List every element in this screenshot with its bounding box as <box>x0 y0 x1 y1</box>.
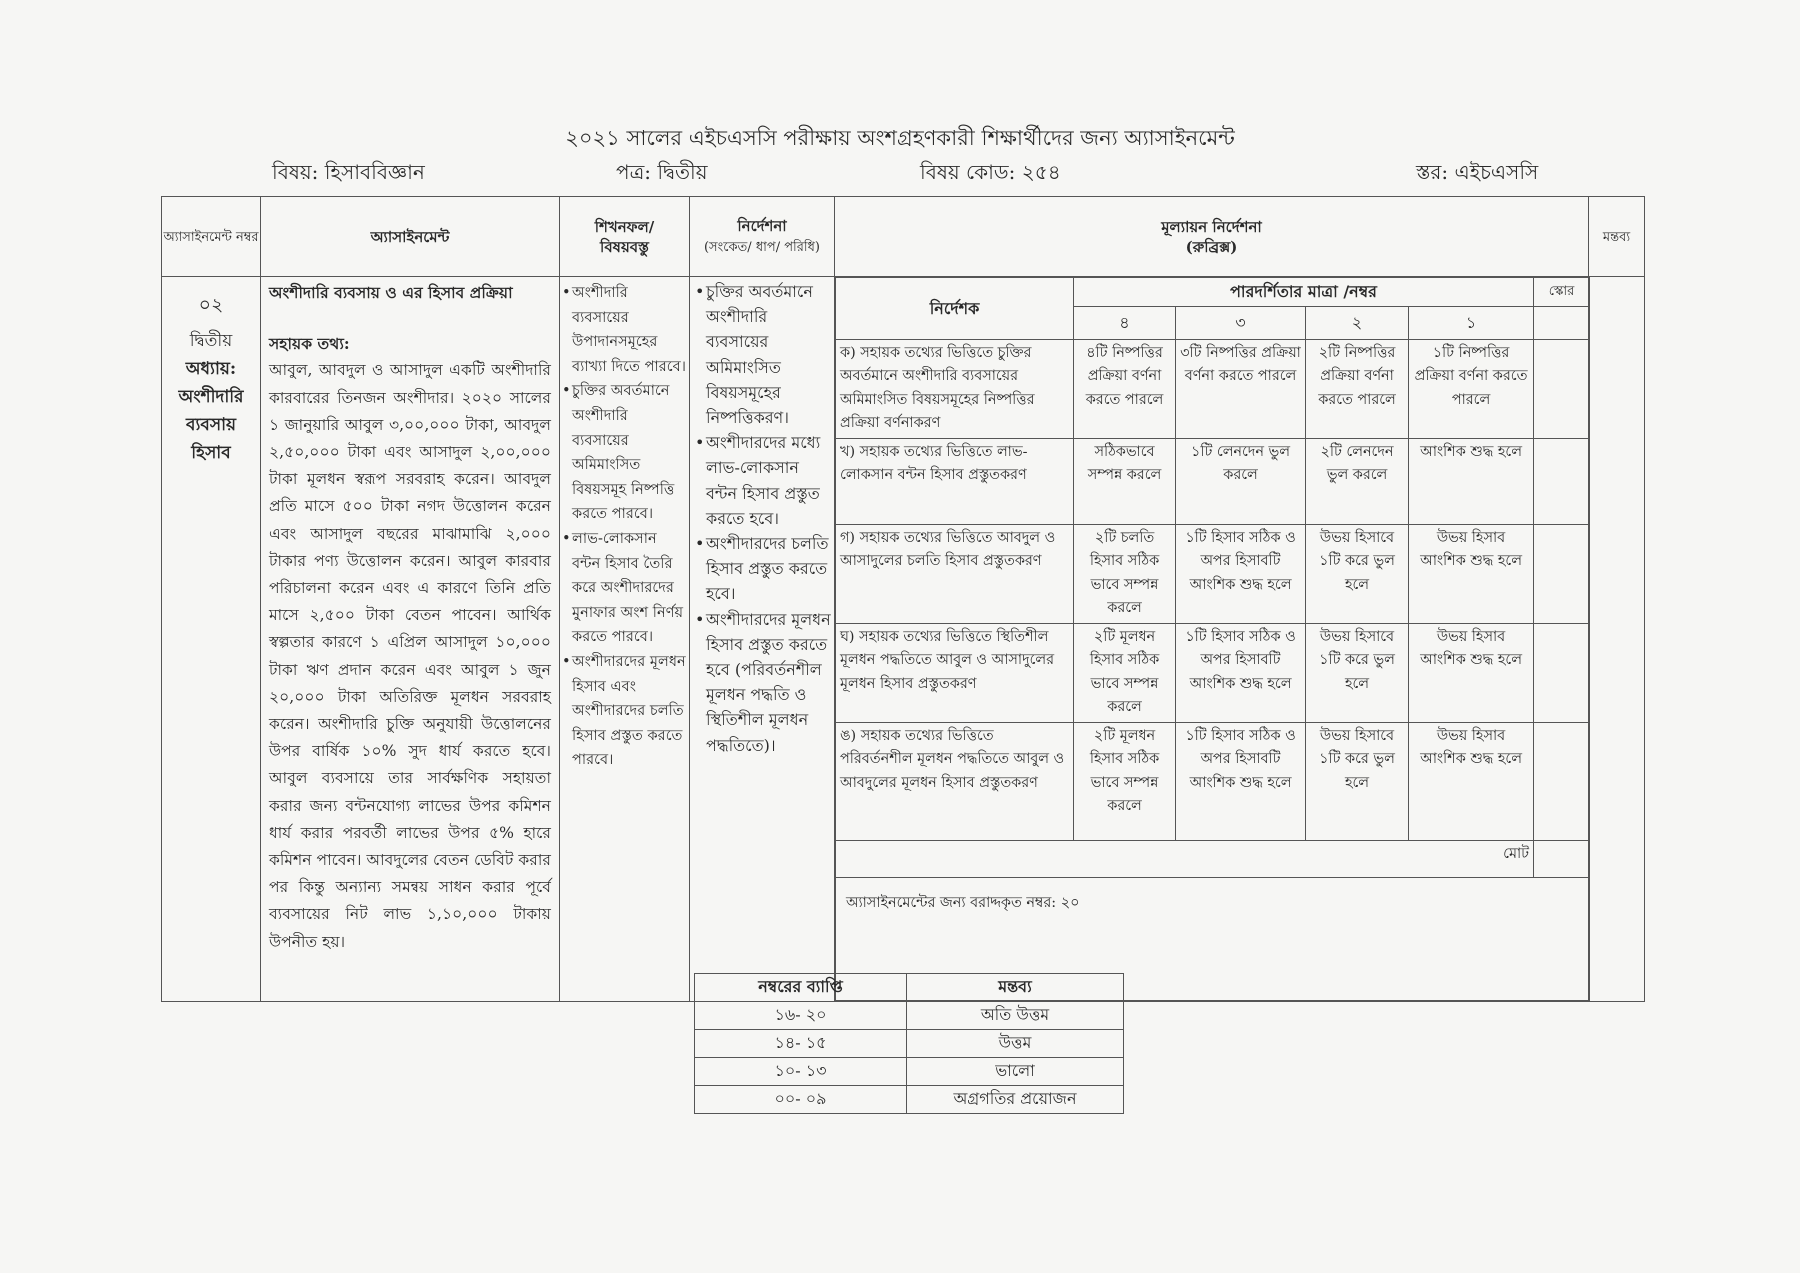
score-cell <box>1534 623 1590 722</box>
grading-remark: উত্তম <box>907 1030 1124 1058</box>
topic-line: ব্যবসায় <box>185 415 237 435</box>
score-cell <box>1534 722 1590 840</box>
rubric-level-cell: ১টি লেনদেন ভুল করলে <box>1176 438 1306 524</box>
instructions-cell <box>690 277 835 1002</box>
level-3: ৩ <box>1176 306 1306 339</box>
total-label: মোট <box>836 840 1534 877</box>
outcome-item: • লাভ-লোকসান বন্টন হিসাব তৈরি করে অংশীদারদের মুনাফার অংশ নির্ণয় করতে পারবে। <box>572 527 687 650</box>
grading-row <box>695 1086 1124 1114</box>
rubric-criterion: ঘ) সহায়ক তথ্যের ভিত্তিতে স্থিতিশীল মূলধন পদ্ধতিতে আবুল ও আসাদুলের মূলধন হিসাব প্রস্তুতকরণ <box>836 623 1074 722</box>
grading-row <box>695 1002 1124 1030</box>
remarks-cell <box>1589 277 1645 1002</box>
rubric-level-cell: উভয় হিসাব আংশিক শুদ্ধ হলে <box>1409 623 1534 722</box>
rubric-level-cell: উভয় হিসাব আংশিক শুদ্ধ হলে <box>1409 722 1534 840</box>
subject-label: বিষয়: হিসাববিজ্ঞান <box>272 160 425 184</box>
rubric-level-cell: আংশিক শুদ্ধ হলে <box>1409 438 1534 524</box>
rubric-cell <box>835 277 1589 1002</box>
assignment-cell <box>261 277 560 1002</box>
outcomes-cell <box>560 277 690 1002</box>
assignment-body: আবুল, আবদুল ও আসাদুল একটি অংশীদারি কারবারের তিনজন অংশীদার। ২০২০ সালের ১ জানুয়ারি আবুল ৩,০০,০০০ টাকা, আবদুল ২,৫০,০০০ টাকা এবং আসাদুল ২,০০,০০০ টাকা মূলধন স্বরূপ সরবরাহ করেন। আবদুল প্রতি মাসে ৫০০ টাকা নগদ উত্তোলন করেন এবং আসাদুল বছরের মাঝামাঝি ২,০০০ টাকার পণ্য উত্তোলন করেন। আবুল কারবার পরিচালনা করেন এবং এ কারণে তিনি প্রতি মাসে ২,৫০০ টাকা বেতন পাবেন। আর্থিক স্বল্পতার কারণে ১ এপ্রিল আসাদুল ১০,০০০ টাকা ঋণ প্রদান করেন এবং আবুল ১ জুন ২০,০০০ টাকা অতিরিক্ত মূলধন সরবরাহ করেন। অংশীদারি চুক্তি অনুযায়ী উত্তোলনের উপর বার্ষিক ১০% সুদ ধার্য করতে হবে। আবুল ব্যবসায়ে তার সার্বক্ষণিক সহায়তা করার জন্য বন্টনযোগ্য লাভের উপর কমিশন ধার্য করার পরবর্তী লাভের উপর ৫% হারে কমিশন পাবেন। আবদুলের বেতন ডেবিট করার পর কিন্তু অন্যান্য সমন্বয় সাধন করার পূর্বে ব্যবসায়ের নিট লাভ ১,১০,০০০ টাকায় উপনীত হয়। <box>269 361 551 951</box>
rubric-criterion: খ) সহায়ক তথ্যের ভিত্তিতে লাভ-লোকসান বন্টন হিসাব প্রস্তুতকরণ <box>836 438 1074 524</box>
level-4: ৪ <box>1074 306 1176 339</box>
rubric-table <box>835 277 1590 1001</box>
chapter-line: দ্বিতীয় <box>189 331 233 351</box>
rubric-level-cell: ১টি হিসাব সঠিক ও অপর হিসাবটি আংশিক শুদ্ধ হলে <box>1176 623 1306 722</box>
rubric-level-cell: ৪টি নিষ্পত্তির প্রক্রিয়া বর্ণনা করতে পারলে <box>1074 339 1176 438</box>
level-1: ১ <box>1409 306 1534 339</box>
rubric-row <box>836 623 1590 722</box>
rubric-level-cell: উভয় হিসাবে ১টি করে ভুল হলে <box>1306 722 1409 840</box>
subject-code-label: বিষয় কোড: ২৫৪ <box>920 160 1061 184</box>
chapter-label: অধ্যায়: <box>185 359 237 379</box>
assignment-number: ০২ <box>198 294 224 316</box>
grading-range: ১০- ১৩ <box>695 1058 907 1086</box>
assignment-number-cell <box>162 277 261 1002</box>
grading-remark: ভালো <box>907 1058 1124 1086</box>
header-outcomes: শিখনফল/ বিষয়বস্তু <box>560 197 690 277</box>
rubric-row <box>836 438 1590 524</box>
grading-remark: অগ্রগতির প্রয়োজন <box>907 1086 1124 1114</box>
rubric-row <box>836 339 1590 438</box>
header-rubric: মূল্যায়ন নির্দেশনা (রুব্রিক্স) <box>835 197 1589 277</box>
assignment-title: অংশীদারি ব্যবসায় ও এর হিসাব প্রক্রিয়া <box>269 283 513 302</box>
score-cell <box>1534 438 1590 524</box>
header-remarks: মন্তব্য <box>1589 197 1645 277</box>
rubric-row <box>836 524 1590 623</box>
rubric-level-cell: উভয় হিসাবে ১টি করে ভুল হলে <box>1306 623 1409 722</box>
rubric-criterion: গ) সহায়ক তথ্যের ভিত্তিতে আবদুল ও আসাদুলের চলতি হিসাব প্রস্তুতকরণ <box>836 524 1074 623</box>
assignment-table <box>161 196 1645 1002</box>
performance-header: পারদর্শিতার মাত্রা /নম্বর <box>1074 278 1534 307</box>
rubric-row <box>836 722 1590 840</box>
rubric-level-cell: সঠিকভাবে সম্পন্ন করলে <box>1074 438 1176 524</box>
grading-range-header: নম্বরের ব্যাপ্তি <box>695 974 907 1002</box>
rubric-criterion: ঙ) সহায়ক তথ্যের ভিত্তিতে পরিবর্তনশীল মূলধন পদ্ধতিতে আবুল ও আবদুলের মূলধন হিসাব প্রস্তুতকরণ <box>836 722 1074 840</box>
rubric-level-cell: ২টি লেনদেন ভুল করলে <box>1306 438 1409 524</box>
grading-range: ০০- ০৯ <box>695 1086 907 1114</box>
topic-line: হিসাব <box>191 443 231 463</box>
instruction-item: • চুক্তির অবর্তমানে অংশীদারি ব্যবসায়ের অমিমাংসিত বিষয়সমূহের নিষ্পত্তিকরণ। <box>706 279 832 430</box>
rubric-level-cell: ২টি মূলধন হিসাব সঠিক ভাবে সম্পন্ন করলে <box>1074 722 1176 840</box>
header-assignment-no: অ্যাসাইনমেন্ট নম্বর <box>162 197 261 277</box>
grading-remark-header: মন্তব্য <box>907 974 1124 1002</box>
rubric-level-cell: ১টি নিষ্পত্তির প্রক্রিয়া বর্ণনা করতে পারলে <box>1409 339 1534 438</box>
score-header: স্কোর <box>1534 278 1590 307</box>
grading-remark: অতি উত্তম <box>907 1002 1124 1030</box>
instruction-item: • অংশীদারদের চলতি হিসাব প্রস্তুত করতে হবে। <box>706 531 832 607</box>
score-empty <box>1534 306 1590 339</box>
rubric-level-cell: ২টি মূলধন হিসাব সঠিক ভাবে সম্পন্ন করলে <box>1074 623 1176 722</box>
topic-line: অংশীদারি <box>178 387 244 407</box>
outcome-item: • অংশীদারি ব্যবসায়ের উপাদানসমূহের ব্যাখ্যা দিতে পারবে। <box>572 281 687 379</box>
page-title: ২০২১ সালের এইচএসসি পরীক্ষায় অংশগ্রহণকারী শিক্ষার্থীদের জন্য অ্যাসাইনমেন্ট <box>565 126 1235 150</box>
outcome-item: • চুক্তির অবর্তমানে অংশীদারি ব্যবসায়ের অমিমাংসিত বিষয়সমূহ নিষ্পত্তি করতে পারবে। <box>572 379 687 527</box>
rubric-level-cell: ৩টি নিষ্পত্তির প্রক্রিয়া বর্ণনা করতে পারলে <box>1176 339 1306 438</box>
rubric-criterion: ক) সহায়ক তথ্যের ভিত্তিতে চুক্তির অবর্তমানে অংশীদারি ব্যবসায়ের অমিমাংসিত বিষয়সমূহের নিষ্পত্তির প্রক্রিয়া বর্ণনাকরণ <box>836 339 1074 438</box>
grading-row <box>695 1030 1124 1058</box>
info-heading: সহায়ক তথ্য: <box>269 334 350 354</box>
grading-range: ১৬- ২০ <box>695 1002 907 1030</box>
rubric-level-cell: উভয় হিসাবে ১টি করে ভুল হলে <box>1306 524 1409 623</box>
grading-row <box>695 1058 1124 1086</box>
score-cell <box>1534 524 1590 623</box>
level-label: স্তর: এইচএসসি <box>1416 160 1539 184</box>
criteria-header: নির্দেশক <box>836 278 1074 340</box>
grading-range: ১৪- ১৫ <box>695 1030 907 1058</box>
rubric-level-cell: ২টি চলতি হিসাব সঠিক ভাবে সম্পন্ন করলে <box>1074 524 1176 623</box>
header-instructions: নির্দেশনা (সংকেত/ ধাপ/ পরিধি) <box>690 197 835 277</box>
grading-table <box>694 973 1124 1114</box>
instruction-item: • অংশীদারদের মধ্যে লাভ-লোকসান বন্টন হিসাব প্রস্তুত করতে হবে। <box>706 430 832 531</box>
score-cell <box>1534 339 1590 438</box>
instruction-item: • অংশীদারদের মূলধন হিসাব প্রস্তুত করতে হবে (পরিবর্তনশীল মূলধন পদ্ধতি ও স্থিতিশীল মূলধন পদ্ধতিতে)। <box>706 607 832 758</box>
rubric-level-cell: উভয় হিসাব আংশিক শুদ্ধ হলে <box>1409 524 1534 623</box>
total-score-cell <box>1534 840 1590 877</box>
allocated-marks-note: অ্যাসাইনমেন্টের জন্য বরাদ্দকৃত নম্বর: ২০ <box>836 877 1590 1000</box>
outcome-item: • অংশীদারদের মূলধন হিসাব এবং অংশীদারদের চলতি হিসাব প্রস্তুত করতে পারবে। <box>572 650 687 773</box>
rubric-level-cell: ২টি নিষ্পত্তির প্রক্রিয়া বর্ণনা করতে পারলে <box>1306 339 1409 438</box>
header-assignment: অ্যাসাইনমেন্ট <box>261 197 560 277</box>
paper-label: পত্র: দ্বিতীয় <box>616 160 708 184</box>
rubric-level-cell: ১টি হিসাব সঠিক ও অপর হিসাবটি আংশিক শুদ্ধ হলে <box>1176 524 1306 623</box>
level-2: ২ <box>1306 306 1409 339</box>
rubric-level-cell: ১টি হিসাব সঠিক ও অপর হিসাবটি আংশিক শুদ্ধ হলে <box>1176 722 1306 840</box>
